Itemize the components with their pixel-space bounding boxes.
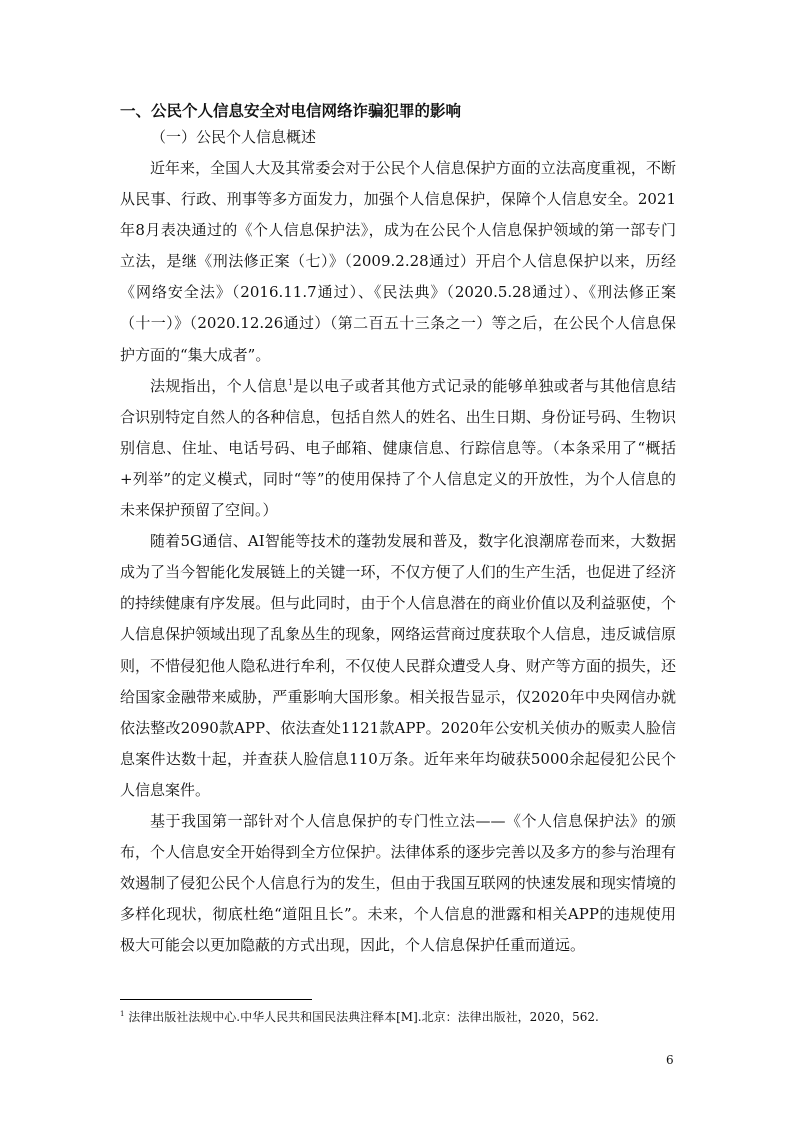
footnote-reference[interactable]: 1 xyxy=(287,377,293,387)
section-heading: 一、公民个人信息安全对电信网络诈骗犯罪的影响 xyxy=(120,101,462,120)
paragraph-1: 近年来，全国人大及其常委会对于公民个人信息保护方面的立法高度重视，不断从民事、行政、刑事等多方面发力，加强个人信息保护，保障个人信息安全。2021年8月表决通过的《个人信息保护法》，成为在公民个人信息保护领域的第一部专门立法，是继《刑法修正案（七）》（2009.2.28通过）开启个人信息保护以来，历经《网络安全法》（2016.11.7通过）、《民法典》（2020.5.28通过）、《刑法修正案（十一）》（2020.12.26通过）（第二百五十三条之一）等之后，在公民个人信息保护方面的“集大成者”。 xyxy=(120,159,676,364)
subsection-heading: （一）公民个人信息概述 xyxy=(151,128,317,146)
paragraph-3: 随着5G通信、AI智能等技术的蓬勃发展和普及，数字化浪潮席卷而来，大数据成为了当今智能化发展链上的关键一环，不仅方便了人们的生产生活，也促进了经济的持续健康有序发展。但与此同时，由于个人信息潜在的商业价值以及利益驱使，个人信息保护领域出现了乱象丛生的现象，网络运营商过度获取个人信息，违反诚信原则，不惜侵犯他人隐私进行牟利，不仅使人民群众遭受人身、财产等方面的损失，还给国家金融带来威胁，严重影响大国形象。相关报告显示，仅2020年中央网信办就依法整改2090款APP、依法查处1121款APP。2020年公安机关侦办的贩卖人脸信息案件达数十起，并查获人脸信息110万条。近年来年均破获5000余起侵犯公民个人信息案件。 xyxy=(120,532,676,799)
footnote xyxy=(120,1008,599,1026)
paragraph-2 xyxy=(120,371,676,526)
page-number: 6 xyxy=(666,1053,674,1067)
footnote-divider xyxy=(120,999,312,1000)
paragraph-2-text-a: 法规指出，个人信息 xyxy=(150,376,288,395)
footnote-text: 法律出版社法规中心.中华人民共和国民法典注释本[M].北京：法律出版社，2020，562. xyxy=(128,1010,599,1024)
paragraph-4: 基于我国第一部针对个人信息保护的专门性立法——《个人信息保护法》的颁布，个人信息安全开始得到全方位保护。法律体系的逐步完善以及多方的参与治理有效遏制了侵犯公民个人信息行为的发生，但由于我国互联网的快速发展和现实情境的多样化现状，彻底杜绝“道阻且长”。未来，个人信息的泄露和相关APP的违规使用极大可能会以更加隐蔽的方式出现，因此，个人信息保护任重而道远。 xyxy=(120,811,676,955)
paragraph-2-text-b: 是以电子或者其他方式记录的能够单独或者与其他信息结合识别特定自然人的各种信息，包括自然人的姓名、出生日期、身份证号码、生物识别信息、住址、电话号码、电子邮箱、健康信息、行踪信息等。（本条采用了“概括+列举”的定义模式，同时“等”的使用保持了个人信息定义的开放性，为个人信息的未来保护预留了空间。） xyxy=(120,376,676,520)
body-text xyxy=(120,153,676,961)
footnote-mark: 1 xyxy=(120,1010,125,1018)
